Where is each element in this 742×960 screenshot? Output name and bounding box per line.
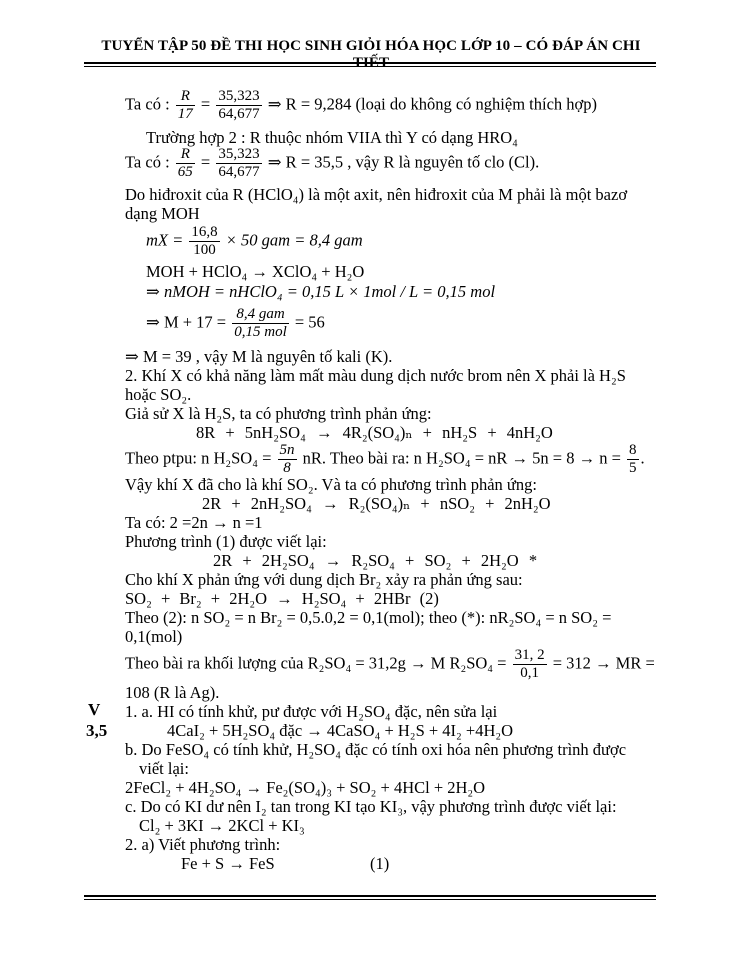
- equation-line: 2R + 2H₂SO₄ → R₂SO₄ + SO₂ + 2H₂O *: [213, 551, 538, 570]
- footer-rule: [84, 895, 656, 897]
- footer-rule-thin: [84, 899, 656, 900]
- text-line: Phương trình (1) được viết lại:: [125, 532, 327, 551]
- equation-line: SO₂ + Br₂ + 2H₂O → H₂SO₄ + 2HBr (2): [125, 589, 439, 608]
- text-line: Ta có: 2 =2n → n =1: [125, 513, 263, 532]
- header-rule: [84, 62, 656, 64]
- text-line: Do hiđroxit của R (HClO₄) là một axit, nên hiđroxit của M phải là một bazơ: [125, 185, 628, 204]
- header-rule-thin: [84, 66, 656, 67]
- text-line: Theo bài ra khối lượng của R₂SO₄ = 31,2g → M R₂SO₄ = $\frac{31, 2}{0,1}$ = 312 → MR =: [125, 647, 655, 681]
- text-line: 1. a. HI có tính khử, pư được với H₂SO₄ đặc, nên sửa lại: [125, 702, 498, 721]
- text-line: MOH + HClO₄ → XClO₄ + H₂O: [146, 262, 365, 281]
- text-line: Cho khí X phản ứng với dung dịch Br₂ xảy ra phản ứng sau:: [125, 570, 523, 589]
- formula-line: ⇒ nMOH = nHClO₄ = 0,15 L × 1mol / L = 0,15 mol: [146, 282, 496, 301]
- text-line: hoặc SO₂.: [125, 385, 192, 404]
- equation-line: 2R + 2nH₂SO₄ → R₂(SO₄)ₙ + nSO₂ + 2nH₂O: [202, 494, 551, 513]
- text-line: 2. a) Viết phương trình:: [125, 835, 281, 854]
- text-line: 2. Khí X có khả năng làm mất màu dung dịch nước brom nên X phải là H₂S: [125, 366, 626, 385]
- formula-line: mX = $\frac{16,8}{100}$ × 50 gam = 8,4 gam: [146, 224, 363, 258]
- text-line: Theo (2): n SO₂ = n Br₂ = 0,5.0,2 = 0,1(mol); theo (*): nR₂SO₄ = n SO₂ =: [125, 608, 612, 627]
- text-line: viết lại:: [139, 759, 189, 778]
- text-line: Theo ptpu: n H₂SO₄ = $\frac{5n}{8}$ nR. Theo bài ra: n H₂SO₄ = nR → 5n = 8 → n = $\frac{8}{5}$ .: [125, 442, 645, 476]
- section-score: 3,5: [86, 721, 108, 740]
- equation-line: 8R + 5nH₂SO₄ → 4R₂(SO₄)ₙ + nH₂S + 4nH₂O: [196, 423, 553, 442]
- text-line: Ta có : $\frac{R}{17}$ = $\frac{35,323}{64,677}$ ⇒ R = 9,284 (loại do không có nghiệm thích hợp): [125, 88, 598, 122]
- equation-line: Fe + S → FeS: [181, 854, 275, 873]
- text-line: ⇒ M = 39 , vậy M là nguyên tố kali (K).: [125, 347, 393, 366]
- text-line: Vậy khí X đã cho là khí SO₂. Và ta có phương trình phản ứng:: [125, 475, 537, 494]
- equation-number: (1): [370, 854, 390, 873]
- text-line: Ta có : $\frac{R}{65}$ = $\frac{35,323}{64,677}$ ⇒ R = 35,5 , vậy R là nguyên tố clo (Cl).: [125, 146, 540, 180]
- text-line: dạng MOH: [125, 204, 200, 223]
- text-line: b. Do FeSO₄ có tính khử, H₂SO₄ đặc có tính oxi hóa nên phương trình được: [125, 740, 627, 759]
- formula-line: ⇒ M + 17 = $\frac{\text{8,4 gam}}{\text{0,15 mol}}$ = 56: [146, 306, 325, 340]
- text-line: Trường hợp 2 : R thuộc nhóm VIIA thì Y có dạng HRO₄: [146, 128, 518, 147]
- section-number: V: [88, 700, 101, 719]
- equation-line: 2FeCl₂ + 4H₂SO₄ → Fe₂(SO₄)₃ + SO₂ + 4HCl + 2H₂O: [125, 778, 486, 797]
- text-line: 108 (R là Ag).: [125, 683, 220, 702]
- text-line: Giả sử X là H₂S, ta có phương trình phản ứng:: [125, 404, 432, 423]
- page-header-title: TUYỂN TẬP 50 ĐỀ THI HỌC SINH GIỎI HÓA HỌC LỚP 10 – CÓ ĐÁP ÁN CHI TIẾT: [101, 38, 641, 71]
- text-line: 0,1(mol): [125, 627, 183, 646]
- equation-line: 4CaI₂ + 5H₂SO₄ đặc → 4CaSO₄ + H₂S + 4I₂ +4H₂O: [167, 721, 514, 740]
- text-line: c. Do có KI dư nên I₂ tan trong KI tạo KI₃, vậy phương trình được viết lại:: [125, 797, 617, 816]
- equation-line: Cl₂ + 3KI → 2KCl + KI₃: [139, 816, 305, 835]
